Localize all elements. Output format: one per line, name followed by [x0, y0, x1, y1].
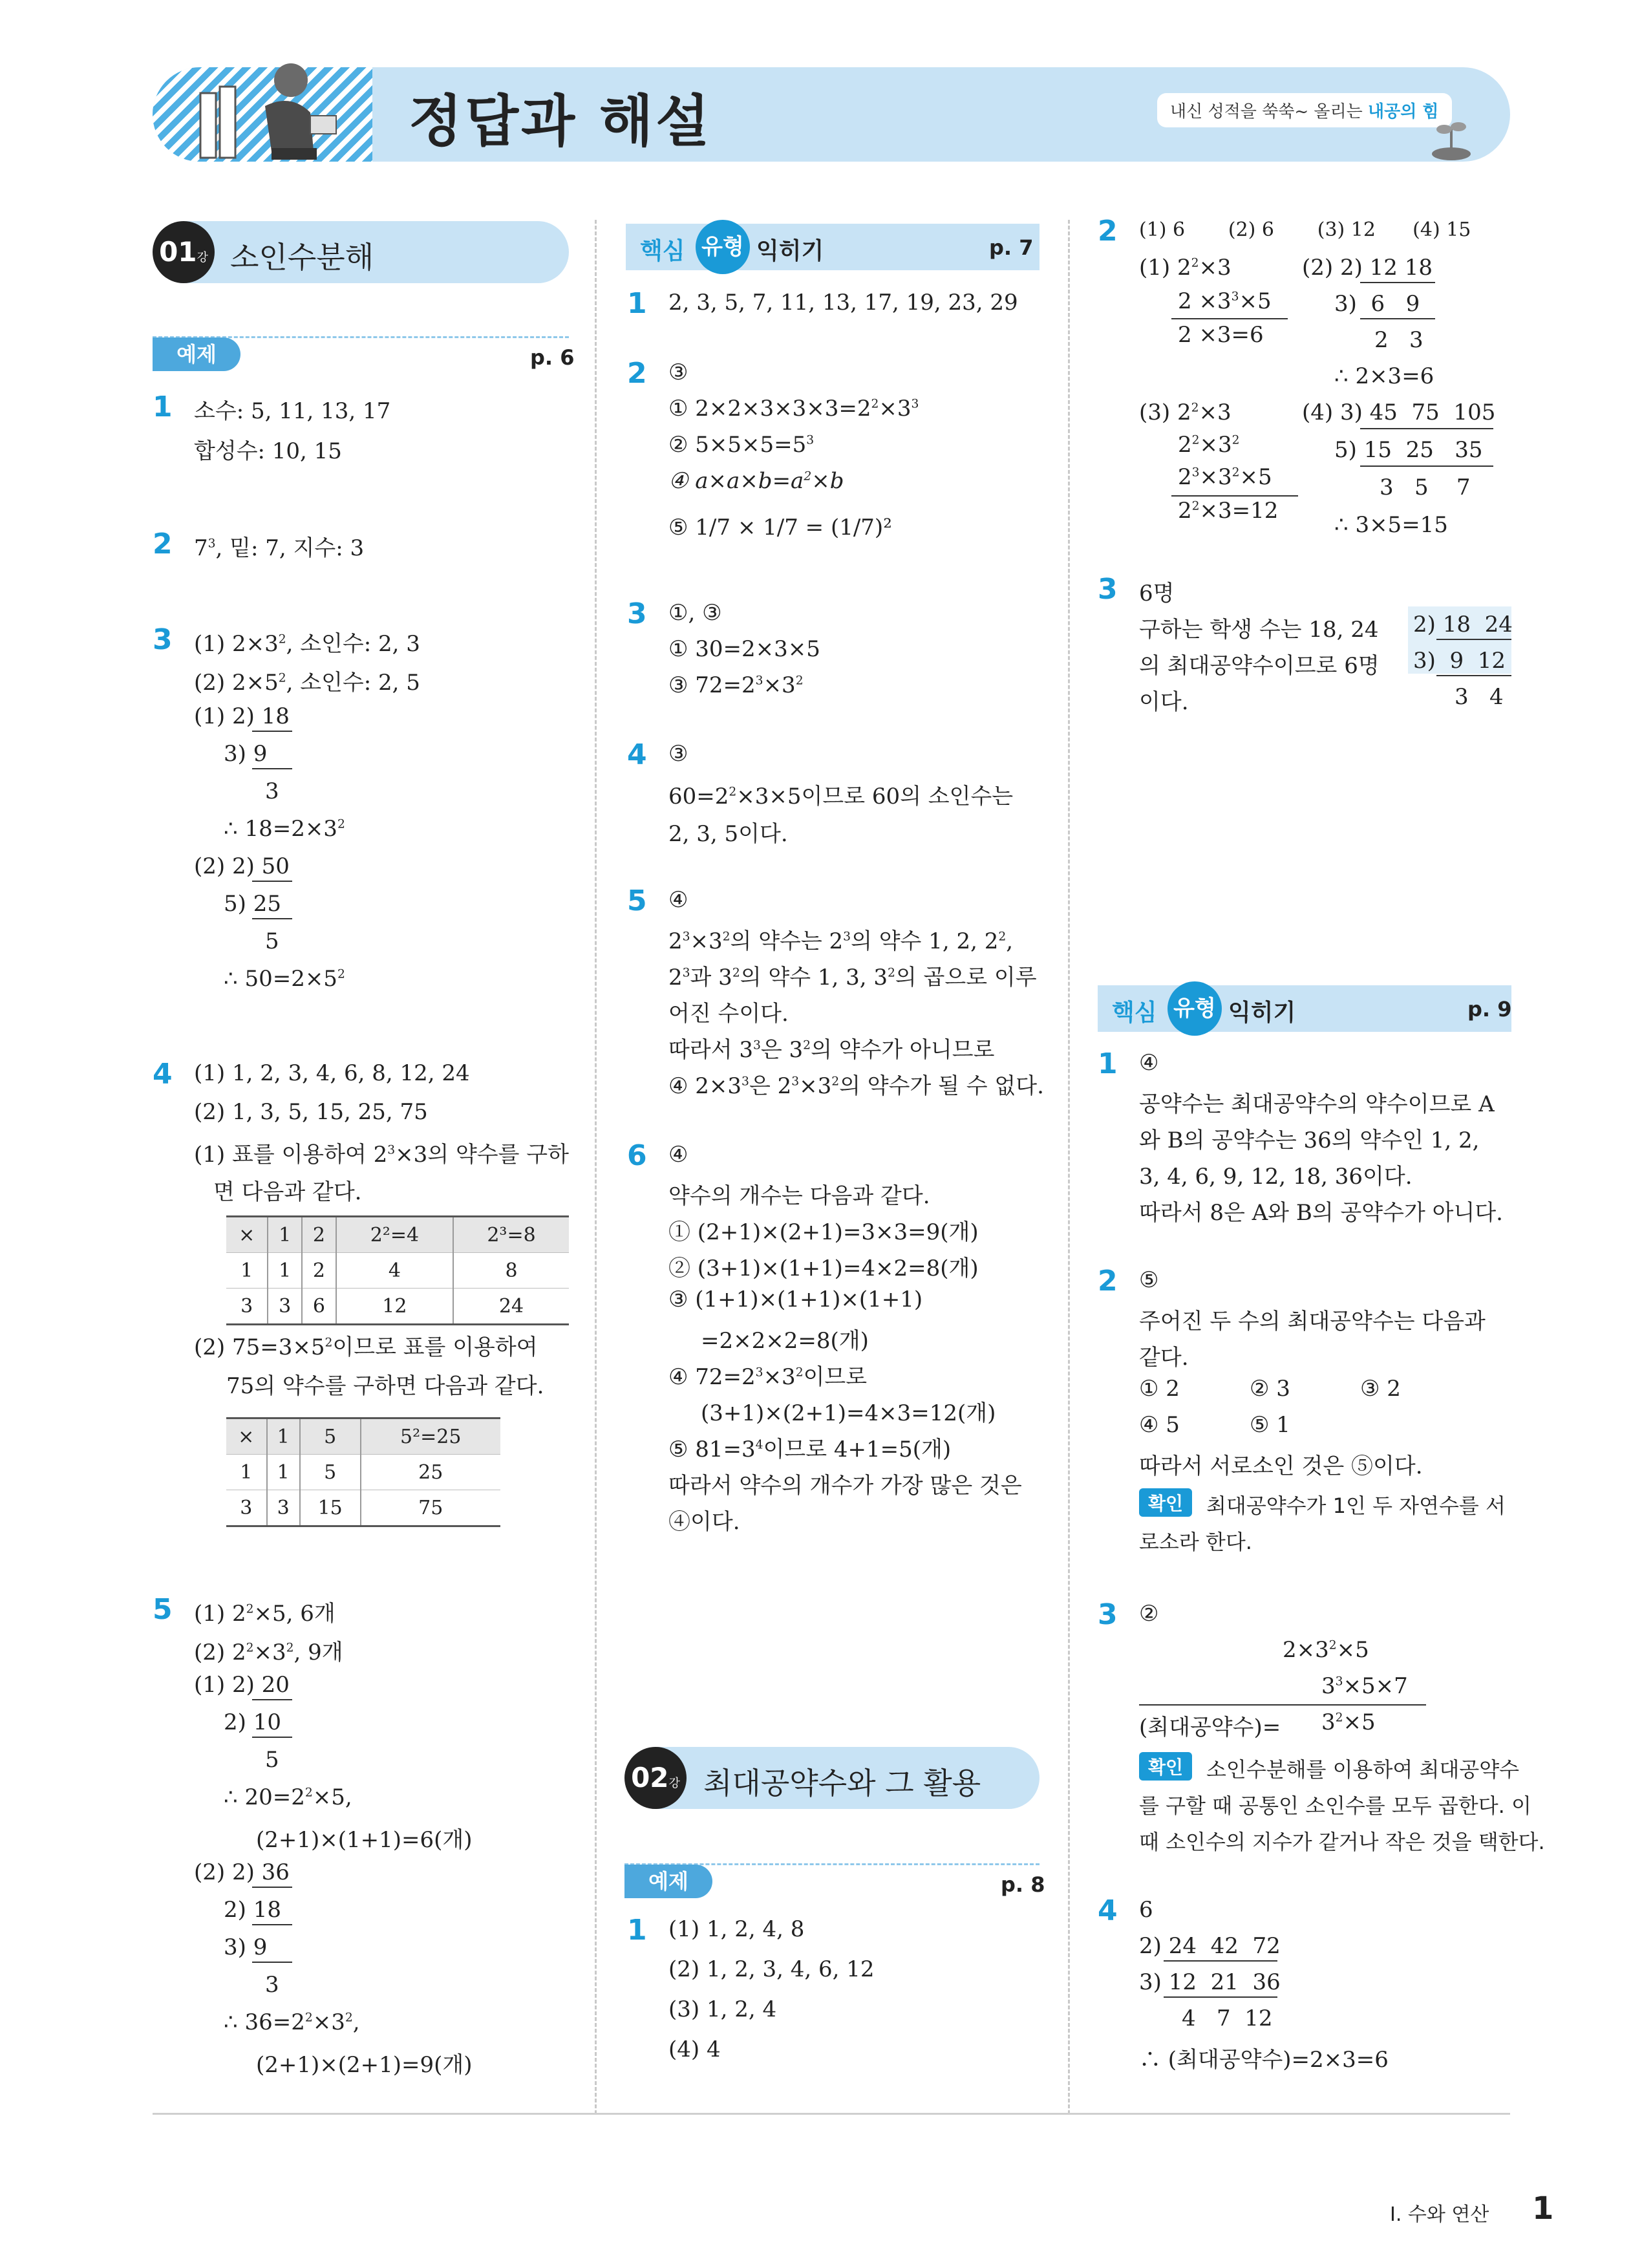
answer-line: ① $2\times 2\times 3\times 3\times 3=2^2\times 3^3$: [668, 396, 919, 422]
underline-bar: [1139, 1704, 1426, 1706]
division-line: (1) 2) 20: [194, 1672, 290, 1698]
work-line: ∴ 2×3=6: [1334, 363, 1434, 389]
table-row: [226, 1289, 569, 1325]
section-title: 최대공약수와 그 활용: [703, 1766, 981, 1801]
answer-line: ④ 5 ⑤ 1: [1139, 1412, 1290, 1438]
table-cell: 2²=4: [336, 1217, 453, 1253]
division-line: (2) 2) 50: [194, 853, 290, 879]
work-line: 3) 6 9: [1334, 291, 1420, 317]
page-reference: p. 8: [1001, 1872, 1045, 1897]
chapter-label: Ⅰ. 수와 연산: [1390, 2203, 1489, 2226]
check-tag: 확인: [1139, 1488, 1192, 1517]
answer-line: ① 2 ② 3 ③ 2: [1139, 1376, 1401, 1402]
work-line: $2^2\times 3=12$: [1178, 498, 1279, 524]
question-number: 2: [1098, 1265, 1118, 1298]
answer-line: 75의 약수를 구하면 다음과 같다.: [226, 1373, 544, 1399]
division-bar: [252, 1737, 292, 1738]
answer-line: ③ $72=2^3\times 3^2$: [668, 672, 804, 698]
work-line: $3^3\times 5\times 7$: [1321, 1673, 1408, 1699]
answer-choice: ①, ③: [668, 600, 722, 626]
question-number: 1: [153, 390, 173, 423]
answer-line: (2) $75=3\times 5^2$이므로 표를 이용하여: [194, 1334, 538, 1360]
table-cell: 3: [268, 1289, 302, 1325]
question-number: 2: [1098, 215, 1118, 248]
answer-line: (2) 1, 3, 5, 15, 25, 75: [194, 1099, 428, 1125]
core-type-label: 익히기: [1228, 1000, 1296, 1026]
question-number: 3: [1098, 1598, 1118, 1631]
table-cell: 8: [453, 1253, 569, 1289]
check-tag: 확인: [1139, 1752, 1192, 1781]
division-bar: [252, 1699, 292, 1700]
division-bar: [252, 731, 292, 732]
question-number: 6: [627, 1139, 647, 1172]
table-cell: 2³=8: [453, 1217, 569, 1253]
answer-line: 2, 3, 5, 7, 11, 13, 17, 19, 23, 29: [668, 290, 1018, 316]
answer-choice: ④: [1139, 1050, 1159, 1076]
banner-slogan: [1157, 93, 1452, 127]
answer-line: ⑤ $81=3^4$이므로 4+1=5(개): [668, 1437, 952, 1462]
table-row: [226, 1217, 569, 1253]
answer-line: $2^3$과 $3^2$의 약수 1, 3, $3^2$의 곱으로 이루: [668, 965, 1037, 990]
answer-line: 와 B의 공약수는 36의 약수인 1, 2,: [1139, 1128, 1480, 1153]
answer-line: ② $5\times 5\times 5=5^3$: [668, 432, 815, 458]
slogan-brand: 내공의 힘: [1368, 102, 1439, 122]
question-number: 1: [1098, 1047, 1118, 1080]
work-line: 3 4: [1455, 684, 1504, 710]
column-divider: [595, 220, 597, 2114]
answer-line: ① (2+1)×(2+1)=3×3=9(개): [668, 1219, 979, 1245]
answer-line: 3, 4, 6, 9, 12, 18, 36이다.: [1139, 1164, 1413, 1190]
table-cell: 1: [226, 1455, 267, 1490]
table-cell: 5: [300, 1418, 361, 1455]
division-bar: [1360, 282, 1435, 283]
note-line: 소인수분해를 이용하여 최대공약수: [1206, 1757, 1520, 1782]
work-line: 4 7 12: [1182, 2006, 1273, 2031]
answer-line: 면 다음과 같다.: [213, 1179, 362, 1205]
section-number: 01강: [153, 221, 215, 283]
type-badge: 유형: [1168, 981, 1222, 1036]
division-bar: [252, 918, 292, 919]
work-line: (2) 2) 12 18: [1302, 255, 1433, 281]
table-cell: 24: [453, 1289, 569, 1325]
table-cell: 5²=25: [361, 1418, 500, 1455]
table-cell: 5: [300, 1455, 361, 1490]
underline-bar: [1171, 495, 1298, 497]
table-cell: 3: [226, 1289, 268, 1325]
table-cell: 6: [302, 1289, 336, 1325]
answer-line: $2^3\times 3^2$의 약수는 $2^3$의 약수 1, 2, $2^2$,: [668, 928, 1014, 954]
division-bar: [1436, 639, 1511, 640]
division-bar: [1164, 1960, 1277, 1962]
answer-line: (1) $2^2\times 5$, 6개: [194, 1601, 336, 1627]
division-bar: [1164, 1996, 1277, 1998]
core-type-label: 익히기: [756, 238, 824, 264]
answer-line: (1) 1, 2, 4, 8: [668, 1916, 805, 1942]
answer-line: (2) $2^2\times 3^2$, 9개: [194, 1640, 343, 1665]
work-line: (4) 3) 45 75 105: [1302, 400, 1496, 425]
table-row: [226, 1490, 500, 1526]
table-cell: 2: [302, 1217, 336, 1253]
table-cell: 75: [361, 1490, 500, 1526]
answer-line: 따라서 약수의 개수가 가장 많은 것은: [668, 1473, 1022, 1499]
core-type-label: 핵심: [1112, 1000, 1157, 1026]
division-line: (2) 2) 36: [194, 1859, 290, 1885]
division-bar: [252, 881, 292, 882]
answer-line: 공약수는 최대공약수의 약수이므로 A: [1139, 1091, 1495, 1117]
result-line: (2+1)×(2+1)=9(개): [256, 2052, 473, 2078]
answer-line: 의 최대공약수이므로 6명: [1139, 653, 1380, 679]
answer-line: 2, 3, 5이다.: [668, 821, 788, 847]
table-cell: 1: [268, 1217, 302, 1253]
answer-line: 같다.: [1139, 1345, 1189, 1371]
section-number: 02강: [624, 1747, 687, 1809]
division-line: 3) 9: [224, 1934, 268, 1960]
answer-line: 따라서 8은 A와 B의 공약수가 아니다.: [1139, 1200, 1503, 1226]
answer-line: ① 30=2×3×5: [668, 636, 820, 662]
answer-line: ④ $72=2^3\times 3^2$이므로: [668, 1364, 868, 1390]
result-line: ∴ $50=2\times 5^2$: [224, 966, 345, 992]
answer-choice: ④: [668, 1142, 688, 1168]
division-line: 5: [265, 1747, 279, 1773]
table-cell: 1: [267, 1455, 300, 1490]
division-line: 5: [265, 928, 279, 954]
division-bar: [1360, 465, 1493, 467]
question-number: 4: [627, 738, 647, 771]
answer-line: 주어진 두 수의 최대공약수는 다음과: [1139, 1309, 1486, 1334]
question-number: 2: [153, 528, 173, 561]
example-tab: 예제: [153, 337, 240, 371]
question-number: 1: [627, 1914, 647, 1947]
answer-choice: ③: [668, 359, 688, 385]
work-line: ∴ 3×5=15: [1334, 512, 1448, 538]
work-line: $3^2\times 5$: [1321, 1709, 1376, 1735]
note-line: 최대공약수가 1인 두 자연수를 서: [1206, 1493, 1506, 1518]
work-line: (1) $2^2\times 3$: [1139, 255, 1232, 281]
table-cell: 3: [226, 1490, 267, 1526]
answer-line: $60=2^2\times 3\times 5$이므로 60의 소인수는: [668, 784, 1014, 809]
work-line: 2) 18 24: [1413, 612, 1513, 637]
answer-line: (4) 4: [668, 2037, 721, 2062]
division-bar: [1436, 675, 1511, 676]
table-row: [226, 1455, 500, 1490]
division-line: 2) 10: [224, 1709, 281, 1735]
answer-line: (2) $2\times 5^2$, 소인수: 2, 5: [194, 670, 420, 696]
division-line: 3) 9: [224, 741, 268, 767]
division-line: 3: [265, 778, 279, 804]
answer-line: 어진 수이다.: [668, 1001, 789, 1027]
page-reference: p. 9: [1467, 997, 1512, 1022]
work-line: 3) 12 21 36: [1139, 1969, 1281, 1995]
underline-bar: [1171, 318, 1288, 319]
sprout-pot-icon: [1422, 116, 1480, 162]
type-badge: 유형: [696, 220, 750, 274]
division-bar: [252, 1924, 292, 1925]
core-type-bar: [1098, 985, 1511, 1032]
note-line: 때 소인수의 지수가 같거나 작은 것을 택한다.: [1139, 1830, 1545, 1854]
answer-line: 합성수: 10, 15: [194, 438, 342, 464]
table-cell: 25: [361, 1455, 500, 1490]
page-reference: p. 6: [530, 345, 575, 370]
page-reference: p. 7: [989, 235, 1034, 260]
answer-line: ② (3+1)×(1+1)=4×2=8(개): [668, 1256, 979, 1281]
answer-line: (1) 6 (2) 6 (3) 12 (4) 15: [1139, 219, 1471, 241]
question-number: 2: [627, 357, 647, 390]
table-cell: ×: [226, 1217, 268, 1253]
answer-line: (1) 표를 이용하여 $2^3\times 3$의 약수를 구하: [194, 1142, 569, 1168]
table-cell: 2: [302, 1253, 336, 1289]
answer-line: (3+1)×(2+1)=4×3=12(개): [701, 1400, 996, 1426]
page-title: 정답과 해설: [409, 89, 712, 154]
division-bar: [1360, 318, 1435, 319]
division-bar: [1360, 428, 1493, 429]
work-line: (3) $2^2\times 3$: [1139, 400, 1232, 425]
division-bar: [252, 768, 292, 769]
table-cell: 1: [268, 1253, 302, 1289]
question-number: 3: [153, 623, 173, 656]
bottom-rule: [153, 2113, 1510, 2115]
question-number: 5: [153, 1593, 173, 1626]
table-row: [226, 1418, 500, 1455]
answer-line: ④ $a\times a\times b=a^2\times b$: [668, 468, 844, 494]
answer-line: $7^3$, 밑: 7, 지수: 3: [194, 535, 365, 561]
result-line: ∴ $18=2\times 3^2$: [224, 816, 345, 842]
divisor-table: [226, 1215, 569, 1325]
question-number: 4: [1098, 1894, 1118, 1927]
work-line: 5) 15 25 35: [1334, 437, 1483, 463]
answer-line: (1) 1, 2, 3, 4, 6, 8, 12, 24: [194, 1060, 470, 1086]
table-cell: 1: [267, 1418, 300, 1455]
note-line: 로소라 한다.: [1139, 1530, 1252, 1554]
work-line: $2^3\times 3^2\times 5$: [1178, 464, 1272, 490]
work-line: $2 \times 3^3\times 5$: [1178, 288, 1272, 314]
work-line: 2 3: [1374, 327, 1423, 353]
work-line: $2\times 3^2\times 5$: [1283, 1637, 1369, 1663]
column-divider: [1068, 220, 1070, 2114]
answer-line: ③ (1+1)×(1+1)×(1+1): [668, 1287, 923, 1312]
division-line: 5) 25: [224, 891, 281, 917]
answer-line: ⑤ 1/7 × 1/7 = (1/7)²: [668, 515, 892, 540]
answer-line: 따라서 서로소인 것은 ⑤이다.: [1139, 1453, 1423, 1479]
result-line: ∴ $36=2^2\times 3^2$,: [224, 2009, 360, 2035]
table-cell: 3: [267, 1490, 300, 1526]
question-number: 1: [627, 287, 647, 320]
result-line: ∴ (최대공약수)=2×3=6: [1139, 2047, 1389, 2073]
division-line: 2) 18: [224, 1897, 281, 1923]
work-line: 3 5 7: [1380, 475, 1471, 500]
work-line: 3) 9 12: [1413, 648, 1506, 674]
division-bar: [252, 1962, 292, 1963]
divisor-table: [226, 1417, 500, 1527]
page-number: 1: [1532, 2190, 1554, 2227]
question-number: 4: [153, 1058, 173, 1091]
result-line: (2+1)×(1+1)=6(개): [256, 1827, 473, 1853]
answer-line: =2×2×2=8(개): [701, 1328, 869, 1354]
answer-choice: ④: [668, 887, 688, 913]
answer-choice: ③: [668, 741, 688, 767]
table-cell: 12: [336, 1289, 453, 1325]
answer-line: 6: [1139, 1897, 1153, 1923]
table-cell: ×: [226, 1418, 267, 1455]
core-type-bar: [626, 224, 1040, 270]
answer-line: 따라서 $3^3$은 $3^2$의 약수가 아니므로: [668, 1037, 995, 1063]
core-type-label: 핵심: [640, 238, 685, 264]
answer-line: 약수의 개수는 다음과 같다.: [668, 1183, 930, 1209]
slogan-text: 내신 성적을 쑥쑥~ 올리는: [1170, 102, 1369, 122]
answer-line: 이다.: [1139, 689, 1189, 715]
work-line: $2^2\times 3^2$: [1178, 432, 1240, 458]
answer-choice: ⑤: [1139, 1267, 1159, 1293]
answer-line: 소수: 5, 11, 13, 17: [194, 398, 391, 424]
work-line: (최대공약수)=: [1139, 1715, 1281, 1740]
answer-line: (2) 1, 2, 3, 4, 6, 12: [668, 1956, 875, 1982]
question-number: 3: [627, 597, 647, 630]
answer-line: (3) 1, 2, 4: [668, 1996, 777, 2022]
table-row: [226, 1253, 569, 1289]
division-line: (1) 2) 18: [194, 703, 290, 729]
work-line: 2 ×3=6: [1178, 322, 1264, 348]
table-cell: 4: [336, 1253, 453, 1289]
division-line: 3: [265, 1972, 279, 1998]
section-title: 소인수분해: [230, 240, 374, 275]
answer-line: 구하는 학생 수는 18, 24: [1139, 617, 1379, 643]
question-number: 5: [627, 884, 647, 917]
work-line: 2) 24 42 72: [1139, 1933, 1281, 1959]
example-tab: 예제: [624, 1865, 712, 1898]
answer-line: ④이다.: [668, 1509, 740, 1535]
note-line: 를 구할 때 공통인 소인수를 모두 곱한다. 이: [1139, 1793, 1531, 1818]
answer-line: 6명: [1139, 581, 1175, 606]
answer-line: (1) $2\times 3^2$, 소인수: 2, 3: [194, 631, 420, 657]
girl-reading-illustration-icon: [194, 54, 343, 164]
answer-choice: ②: [1139, 1601, 1159, 1627]
result-line: ∴ $20=2^2\times 5$,: [224, 1784, 352, 1810]
division-bar: [252, 1887, 292, 1888]
answer-line: ④ $2\times 3^3$은 $2^3\times 3^2$의 약수가 될 수 없다.: [668, 1073, 1044, 1099]
table-cell: 15: [300, 1490, 361, 1526]
question-number: 3: [1098, 573, 1118, 606]
table-cell: 1: [226, 1253, 268, 1289]
